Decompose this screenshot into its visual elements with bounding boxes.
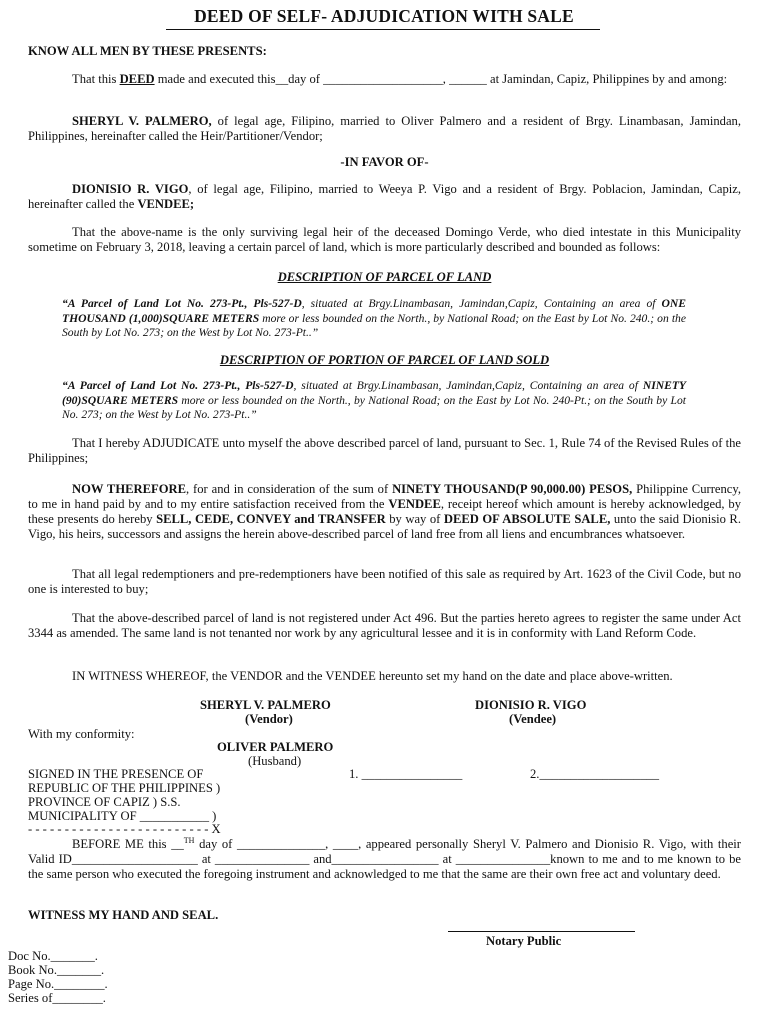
in-favor-of: -IN FAVOR OF-: [340, 155, 429, 169]
vendee-paragraph: DIONISIO R. VIGO, of legal age, Filipino, married to Weeya P. Vigo and a resident of Brgy. Poblacion, Jamindan, Capiz, hereinafter called the VENDEE;: [28, 182, 741, 211]
conformity-label: With my conformity:: [28, 727, 135, 741]
vendor-signature-name: SHERYL V. PALMERO: [200, 698, 331, 712]
venue-dashes: - - - - - - - - - - - - - - - - - - - - - - - - - X: [28, 822, 221, 836]
vendee-name: DIONISIO R. VIGO: [72, 182, 189, 196]
now-therefore-paragraph: NOW THEREFORE, for and in consideration of the sum of NINETY THOUSAND(P 90,000.00) PESOS, Philippine Currency, to me in hand paid by and to my entire satisfaction received from the VENDEE, receipt hereof which amount is hereby acknowledged, by these presents do hereby SELL, CEDE, CONVEY and TRANSFER by way of DEED OF ABSOLUTE SALE, unto the said Dionisio R. Vigo, his heirs, successors and assigns the herein above-described parcel of land free from all liens and encumbrances whatsoever.: [28, 482, 741, 541]
book-number: Book No._______.: [8, 963, 105, 977]
registration-paragraph: That the above-described parcel of land is not registered under Act 496. But the parties hereto agrees to register the same under Act 3344 as amended. The same land is not tenanted nor work by any agricultural lessee and it is in conformity with Land Reform Code.: [28, 611, 741, 640]
heading-description-land: DESCRIPTION OF PARCEL OF LAND: [277, 270, 492, 284]
heading-description-portion: DESCRIPTION OF PORTION OF PARCEL OF LAND SOLD: [219, 353, 550, 367]
title-underline: [166, 29, 600, 30]
salutation: KNOW ALL MEN BY THESE PRESENTS:: [28, 44, 267, 58]
portion-description-quote: “A Parcel of Land Lot No. 273-Pt., Pls-527-D, situated at Brgy.Linambasan, Jamindan,Capiz, Containing an area of NINETY (90)SQUARE METERS more or less bounded on the North., by National Road; on the East by Lot No. 240-Pt.; on the South by Lot No. 273; on the West by Lot No. 273-Pt..”: [62, 379, 686, 421]
notary-public-label: Notary Public: [486, 934, 562, 948]
adjudicate-paragraph: That I hereby ADJUDICATE unto myself the above described parcel of land, pursuant to Sec. 1, Rule 74 of the Revised Rules of the Philippines;: [28, 436, 741, 465]
document-title: DEED OF SELF- ADJUDICATION WITH SALE: [194, 6, 574, 26]
witness-whereof-paragraph: IN WITNESS WHEREOF, the VENDOR and the VENDEE hereunto set my hand on the date and place above-written.: [72, 669, 673, 683]
heir-paragraph: That the above-name is the only surviving legal heir of the deceased Domingo Verde, who died intestate in this Municipality sometime on February 3, 2018, leaving a certain parcel of land, which is more particularly described and bounded as follows:: [28, 225, 741, 254]
doc-number: Doc No._______.: [8, 949, 98, 963]
deed-word: DEED: [119, 72, 155, 86]
vendor-signature-role: (Vendor): [245, 712, 293, 726]
redemption-paragraph: That all legal redemptioners and pre-redemptioners have been notified of this sale as required by Art. 1623 of the Civil Code, but no one is interested to buy;: [28, 567, 741, 596]
witness-hand-seal: WITNESS MY HAND AND SEAL.: [28, 908, 219, 922]
land-description-quote: “A Parcel of Land Lot No. 273-Pt., Pls-527-D, situated at Brgy.Linambasan, Jamindan,Capiz, Containing an area of ONE THOUSAND (1,000)SQUARE METERS more or less bounded on the North., by National Road; on the East by Lot No. 240.; on the South by Lot No. 273; on the West by Lot No. 273-Pt..”: [62, 297, 686, 339]
series-of: Series of________.: [8, 991, 106, 1005]
acknowledgment-paragraph: BEFORE ME this __$^{TH}$ day of ______________, ____, appeared personally Sheryl V. Palmero and Dionisio R. Vigo, with their Valid ID____________________ at _______________ and_________________ at _______________known to me and to me known to be the same person who executed the foregoing instrument and acknowledged to me that the same are their own free act and voluntary deed.: [28, 835, 741, 881]
venue-province: PROVINCE OF CAPIZ ) S.S.: [28, 795, 181, 809]
page-number: Page No.________.: [8, 977, 108, 991]
venue-municipality: MUNICIPALITY OF ___________ ): [28, 809, 217, 823]
venue-republic: REPUBLIC OF THE PHILIPPINES ): [28, 781, 221, 795]
husband-signature-name: OLIVER PALMERO: [217, 740, 334, 754]
vendee-signature-name: DIONISIO R. VIGO: [475, 698, 587, 712]
husband-signature-role: (Husband): [248, 754, 302, 768]
vendor-paragraph: SHERYL V. PALMERO, of legal age, Filipino, married to Oliver Palmero and a resident of Brgy. Linambasan, Jamindan, Philippines, hereinafter called the Heir/Partitioner/Vendor;: [28, 114, 741, 143]
vendee-signature-role: (Vendee): [509, 712, 557, 726]
vendor-name: SHERYL V. PALMERO,: [72, 114, 212, 128]
signed-presence-label: SIGNED IN THE PRESENCE OF: [28, 767, 204, 781]
intro-paragraph: That this DEED made and executed this__day of ___________________, ______ at Jamindan, Capiz, Philippines by and among:: [72, 72, 728, 86]
witness-line-2: 2.___________________: [530, 767, 660, 781]
witness-line-1: 1. ________________: [349, 767, 463, 781]
notary-signature-line: [448, 931, 635, 932]
